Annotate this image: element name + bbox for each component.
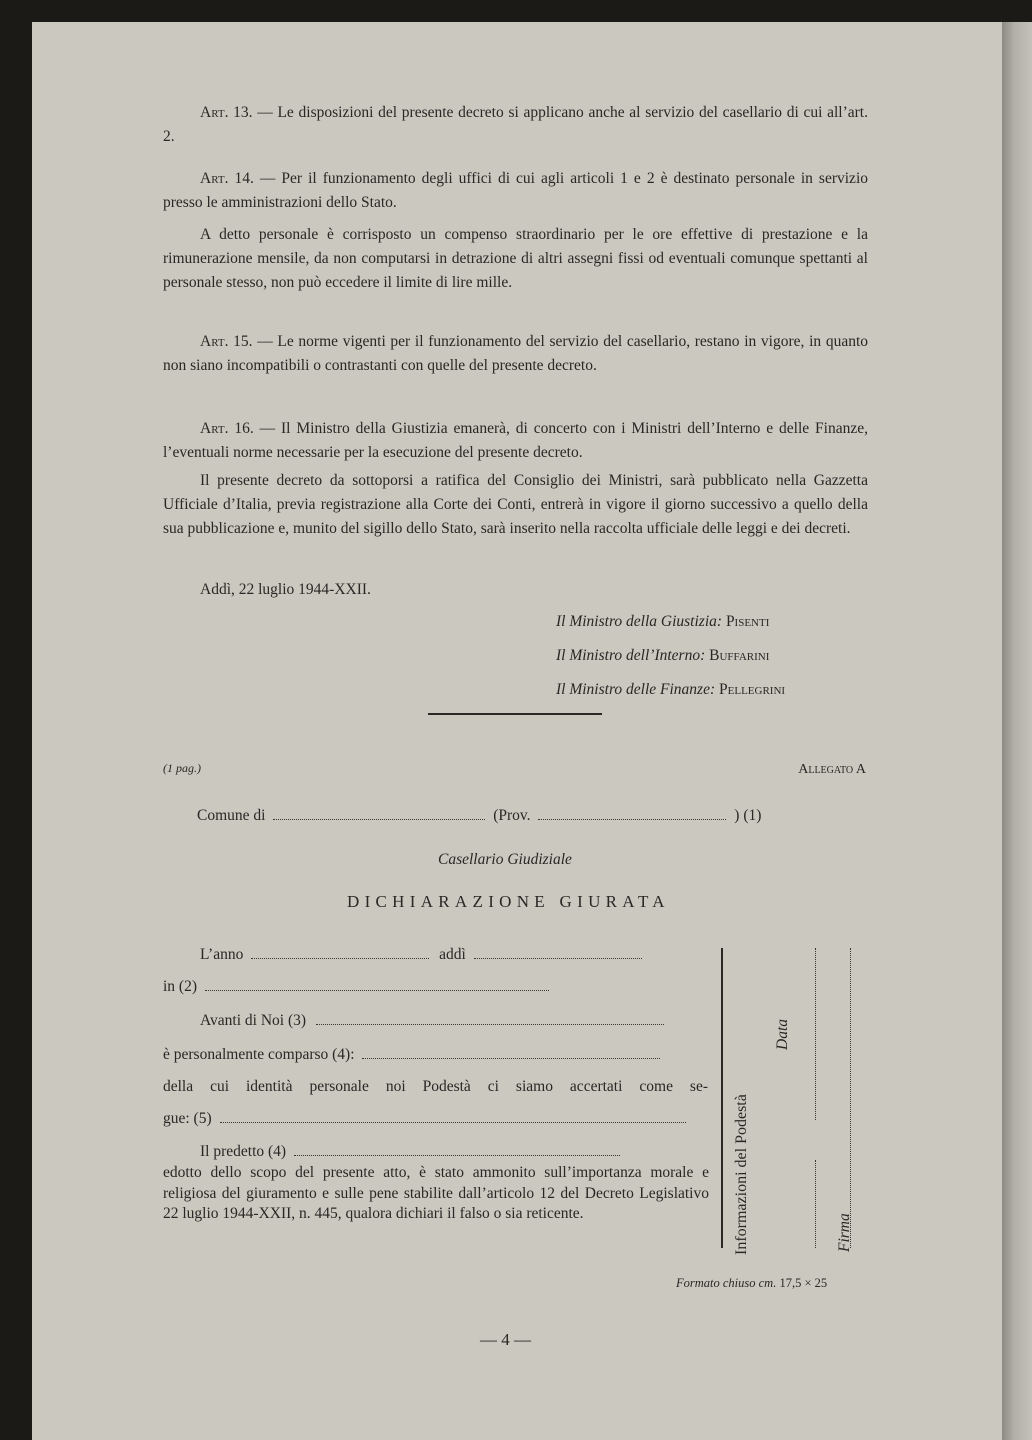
- avanti-line: [200, 1010, 664, 1031]
- format-note-label: Formato chiuso cm.: [676, 1276, 777, 1290]
- segue-line: [163, 1108, 686, 1129]
- anno-label: L’anno: [200, 946, 244, 963]
- data-field[interactable]: [815, 948, 816, 1120]
- signature-name: Pellegrini: [719, 681, 786, 698]
- format-note-value: 17,5 × 25: [779, 1276, 828, 1290]
- comparso-line: [163, 1044, 660, 1065]
- prov-field[interactable]: [538, 805, 726, 820]
- article-16-label: Art. 16.: [200, 420, 254, 437]
- form-title: DICHIARAZIONE GIURATA: [347, 892, 670, 911]
- comune-field[interactable]: [273, 805, 485, 820]
- comparso-label: è personalmente comparso (4):: [163, 1046, 355, 1063]
- comune-label: Comune di: [197, 807, 266, 824]
- format-note: [676, 1273, 827, 1293]
- article-14-paragraph-2: A detto personale è corrisposto un compenso straordinario per le ore effettive di prestazione e la rimunerazione mensile, da non computarsi in detrazione di altri assegni fissi od eventuali comunque spettanti al personale stesso, non può eccedere il limite di lire mille.: [163, 226, 868, 291]
- ammonito-text: edotto dello scopo del presente atto, è stato ammonito sull’importanza morale e religiosa del giuramento e sulle pene stabilite dall’articolo 12 del Decreto Legislativo 22 luglio 1944-XXII, n. 445, qualora dichiari il falso o sia reticente.: [163, 1164, 709, 1222]
- article-14-text: — Per il funzionamento degli uffici di cui agli articoli 1 e 2 è destinato personale in servizio presso le amministrazioni dello Stato.: [163, 170, 868, 211]
- comune-line: [197, 805, 761, 826]
- signature-role: Il Ministro della Giustizia: [556, 613, 717, 630]
- article-15-label: Art. 15.: [200, 333, 253, 350]
- signature-finanze: Il Ministro delle Finanze: Pellegrini: [556, 681, 786, 698]
- article-13-text: — Le disposizioni del presente decreto si applicano anche al servizio del casellario di cui all’art. 2.: [163, 104, 868, 145]
- anno-line: [200, 944, 642, 965]
- addi-label: addì: [439, 946, 466, 963]
- signature-name: Pisenti: [725, 613, 770, 630]
- article-14: [163, 167, 868, 295]
- article-15: [163, 330, 868, 378]
- page-number: — 4 —: [480, 1330, 531, 1349]
- signature-interno: Il Ministro dell’Interno: Buffarini: [556, 647, 770, 664]
- signature-role: Il Ministro dell’Interno: [556, 647, 701, 664]
- allegato-label: Allegato A: [798, 762, 866, 777]
- date-line: Addì, 22 luglio 1944-XXII.: [200, 581, 371, 598]
- form-subtitle: Casellario Giudiziale: [438, 851, 572, 868]
- predetto-field[interactable]: [294, 1141, 620, 1156]
- side-dotted-line: [815, 1160, 816, 1248]
- article-16: [163, 417, 868, 541]
- avanti-label: Avanti di Noi (3): [200, 1012, 307, 1029]
- predetto-line: [200, 1141, 620, 1162]
- in-field[interactable]: [205, 976, 549, 991]
- side-firma-label: Firma: [836, 1213, 853, 1252]
- article-13: [163, 101, 868, 149]
- prov-label: (Prov.: [493, 807, 531, 824]
- signature-role: Il Ministro delle Finanze: [556, 681, 710, 698]
- segue-label: gue: (5): [163, 1110, 212, 1127]
- separator-rule: [428, 713, 602, 715]
- segue-field[interactable]: [220, 1108, 686, 1123]
- firma-field[interactable]: [850, 948, 851, 1248]
- signature-name: Buffarini: [709, 647, 770, 664]
- side-data-label: Data: [774, 1019, 791, 1050]
- article-14-label: Art. 14.: [200, 170, 254, 187]
- identita-text: della cui identità personale noi Podestà ci siamo accertati come se-: [163, 1078, 708, 1095]
- prov-close: ) (1): [734, 807, 762, 824]
- avanti-field[interactable]: [316, 1010, 664, 1025]
- addi-field[interactable]: [474, 944, 642, 959]
- book-spine: [1002, 22, 1032, 1440]
- article-13-label: Art. 13.: [200, 104, 253, 121]
- comparso-field[interactable]: [362, 1044, 660, 1059]
- anno-field[interactable]: [251, 944, 429, 959]
- side-column-divider: [721, 948, 723, 1248]
- in-line: [163, 976, 549, 997]
- predetto-label: Il predetto (4): [200, 1143, 287, 1160]
- side-info-label: Informazioni del Podestà: [733, 1094, 750, 1255]
- pag-note: (1 pag.): [163, 761, 201, 775]
- article-16-text: — Il Ministro della Giustizia emanerà, di concerto con i Ministri dell’Interno e delle Finanze, l’eventuali norme necessarie per la esecuzione del presente decreto.: [163, 420, 868, 461]
- signature-giustizia: Il Ministro della Giustizia: Pisenti: [556, 613, 770, 630]
- article-15-text: — Le norme vigenti per il funzionamento del servizio del casellario, restano in vigore, in quanto non siano incompatibili o contrastanti con quelle del presente decreto.: [163, 333, 869, 374]
- closing-paragraph: Il presente decreto da sottoporsi a ratifica del Consiglio dei Ministri, sarà pubblicato nella Gazzetta Ufficiale d’Italia, previa registrazione alla Corte dei Conti, entrerà in vigore il giorno successivo a quello della sua pubblicazione e, munito del sigillo dello Stato, sarà inserito nella raccolta ufficiale delle leggi e dei decreti.: [163, 472, 868, 537]
- in-label: in (2): [163, 978, 198, 995]
